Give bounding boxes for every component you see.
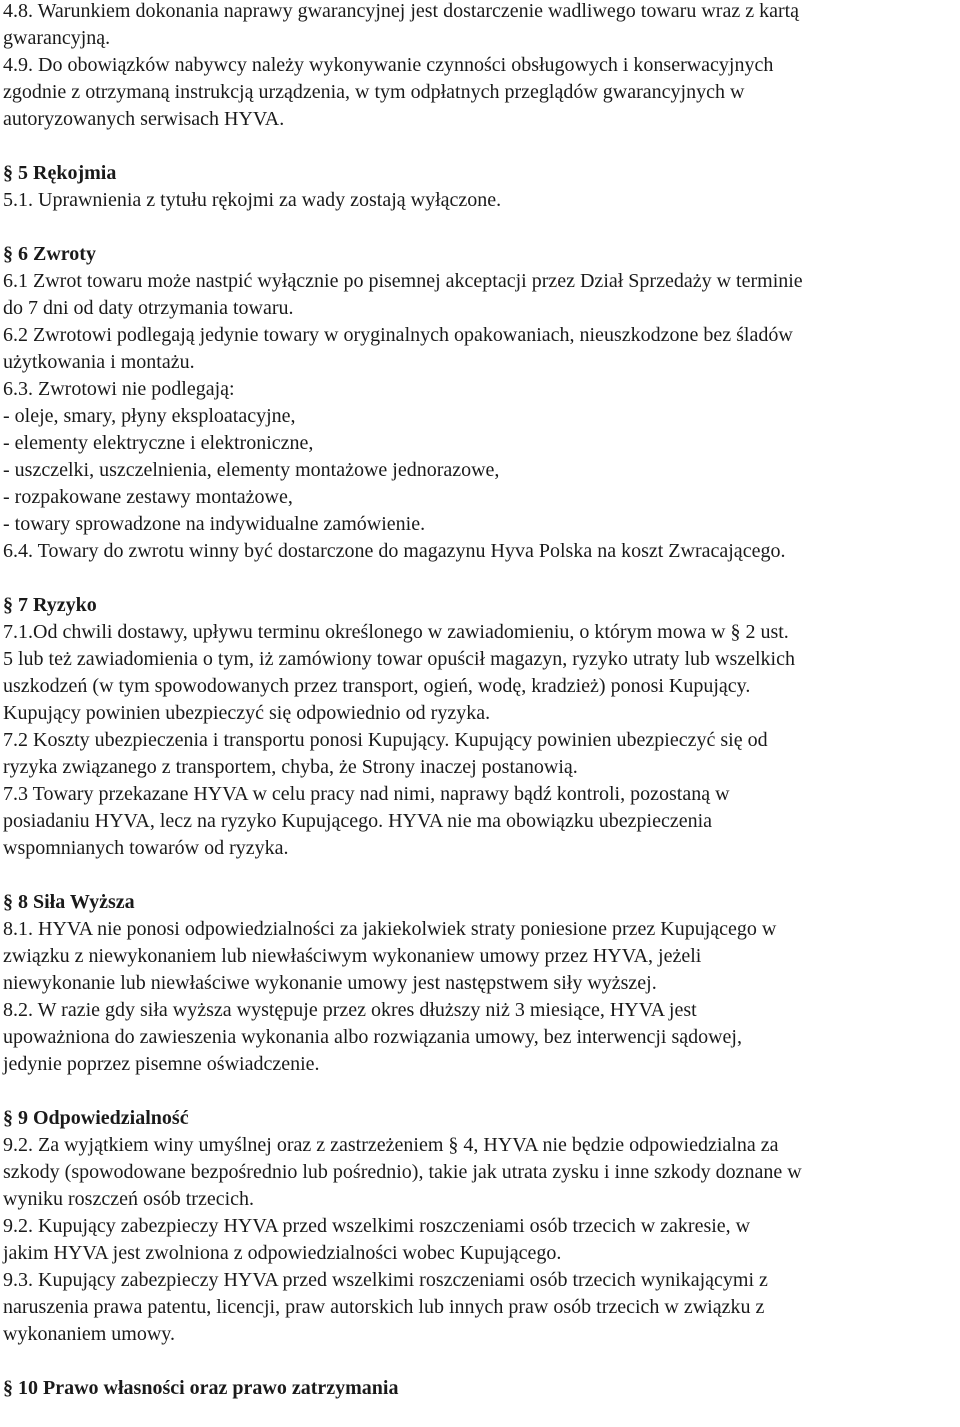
section-8-heading: § 8 Siła Wyższa [3, 891, 135, 913]
paragraph-6-1-line-1: 6.1 Zwrot towaru może nastpić wyłącznie po pisemnej akceptacji przez Dział Sprzedaży w terminie [3, 270, 803, 292]
exclusion-list-item: - elementy elektryczne i elektroniczne, [3, 432, 314, 454]
paragraph-6-2-line-1: 6.2 Zwrotowi podlegają jedynie towary w oryginalnych opakowaniach, nieuszkodzone bez śladów [3, 324, 793, 346]
paragraph-8-2-line-3: jedynie poprzez pisemne oświadczenie. [3, 1053, 320, 1075]
paragraph-9-2a-line-1: 9.2. Za wyjątkiem winy umyślnej oraz z zastrzeżeniem § 4, HYVA nie będzie odpowiedzialna za [3, 1134, 779, 1156]
spacer [3, 565, 955, 592]
section-9-heading: § 9 Odpowiedzialność [3, 1107, 189, 1129]
paragraph-7-3-line-3: wspomnianych towarów od ryzyka. [3, 837, 289, 859]
spacer [3, 1348, 955, 1375]
paragraph-9-2b-line-2: jakim HYVA jest zwolniona z odpowiedzialności wobec Kupującego. [3, 1242, 562, 1264]
paragraph-9-2b-line-1: 9.2. Kupujący zabezpieczy HYVA przed wszelkimi roszczeniami osób trzecich w zakresie, w [3, 1215, 751, 1237]
paragraph-4-8-line-1: 4.8. Warunkiem dokonania naprawy gwarancyjnej jest dostarczenie wadliwego towaru wraz z kartą [3, 0, 800, 22]
paragraph-8-2-line-2: upoważniona do zawieszenia wykonania albo rozwiązania umowy, bez interwencji sądowej, [3, 1026, 742, 1048]
paragraph-9-2a-line-2: szkody (spowodowane bezpośrednio lub pośrednio), takie jak utrata zysku i inne szkody doznane w [3, 1161, 802, 1183]
paragraph-6-1-line-2: do 7 dni od daty otrzymania towaru. [3, 297, 294, 319]
spacer [3, 862, 955, 889]
exclusion-list-item: - rozpakowane zestawy montażowe, [3, 486, 293, 508]
paragraph-7-3-line-1: 7.3 Towary przekazane HYVA w celu pracy nad nimi, naprawy bądź kontroli, pozostaną w [3, 783, 730, 805]
paragraph-7-1-line-2: 5 lub też zawiadomienia o tym, iż zamówiony towar opuścił magazyn, ryzyko utraty lub wszelkich [3, 648, 795, 670]
section-5-heading: § 5 Rękojmia [3, 162, 117, 184]
spacer [3, 133, 955, 160]
exclusion-list-item: - towary sprowadzone na indywidualne zamówienie. [3, 513, 426, 535]
paragraph-9-2a-line-3: wyniku roszczeń osób trzecich. [3, 1188, 255, 1210]
paragraph-6-4: 6.4. Towary do zwrotu winny być dostarczone do magazynu Hyva Polska na koszt Zwracającego. [3, 540, 786, 562]
paragraph-4-8-line-2: gwarancyjną. [3, 27, 111, 49]
exclusion-list-item: - oleje, smary, płyny eksploatacyjne, [3, 405, 296, 427]
paragraph-6-2-line-2: użytkowania i montażu. [3, 351, 195, 373]
section-10-heading: § 10 Prawo własności oraz prawo zatrzymania [3, 1377, 399, 1399]
section-7-heading: § 7 Ryzyko [3, 594, 97, 616]
paragraph-7-1-line-4: Kupujący powinien ubezpieczyć się odpowiednio od ryzyka. [3, 702, 491, 724]
paragraph-4-9-line-2: zgodnie z otrzymaną instrukcją urządzenia, w tym odpłatnych przeglądów gwarancyjnych w [3, 81, 745, 103]
paragraph-8-1-line-1: 8.1. HYVA nie ponosi odpowiedzialności za jakiekolwiek straty poniesione przez Kupującego w [3, 918, 777, 940]
paragraph-8-1-line-3: niewykonanie lub niewłaściwe wykonanie umowy jest następstwem siły wyższej. [3, 972, 657, 994]
paragraph-9-3-line-1: 9.3. Kupujący zabezpieczy HYVA przed wszelkimi roszczeniami osób trzecich wynikającymi z [3, 1269, 768, 1291]
paragraph-9-3-line-2: naruszenia prawa patentu, licencji, praw autorskich lub innych praw osób trzecich w związku z [3, 1296, 765, 1318]
exclusion-list-item: - uszczelki, uszczelnienia, elementy montażowe jednorazowe, [3, 459, 500, 481]
section-6-heading: § 6 Zwroty [3, 243, 96, 265]
paragraph-7-2-line-2: ryzyka związanego z transportem, chyba, że Strony inaczej postanowią. [3, 756, 578, 778]
paragraph-6-3: 6.3. Zwrotowi nie podlegają: [3, 378, 235, 400]
paragraph-8-1-line-2: związku z niewykonaniem lub niewłaściwym wykonaniew umowy przez HYVA, jeżeli [3, 945, 702, 967]
paragraph-9-3-line-3: wykonaniem umowy. [3, 1323, 176, 1345]
spacer [3, 1078, 955, 1105]
paragraph-7-3-line-2: posiadaniu HYVA, lecz na ryzyko Kupującego. HYVA nie ma obowiązku ubezpieczenia [3, 810, 713, 832]
paragraph-5-1: 5.1. Uprawnienia z tytułu rękojmi za wady zostają wyłączone. [3, 189, 502, 211]
spacer [3, 214, 955, 241]
paragraph-8-2-line-1: 8.2. W razie gdy siła wyższa występuje przez okres dłuższy niż 3 miesiące, HYVA jest [3, 999, 697, 1021]
paragraph-7-1-line-1: 7.1.Od chwili dostawy, upływu terminu określonego w zawiadomieniu, o którym mowa w § 2 ust. [3, 621, 789, 643]
paragraph-4-9-line-1: 4.9. Do obowiązków nabywcy należy wykonywanie czynności obsługowych i konserwacyjnych [3, 54, 774, 76]
document-page [3, 0, 955, 1402]
paragraph-7-1-line-3: uszkodzeń (w tym spowodowanych przez transport, ogień, wodę, kradzież) ponosi Kupujący. [3, 675, 751, 697]
paragraph-7-2-line-1: 7.2 Koszty ubezpieczenia i transportu ponosi Kupujący. Kupujący powinien ubezpieczyć się od [3, 729, 768, 751]
paragraph-4-9-line-3: autoryzowanych serwisach HYVA. [3, 108, 285, 130]
